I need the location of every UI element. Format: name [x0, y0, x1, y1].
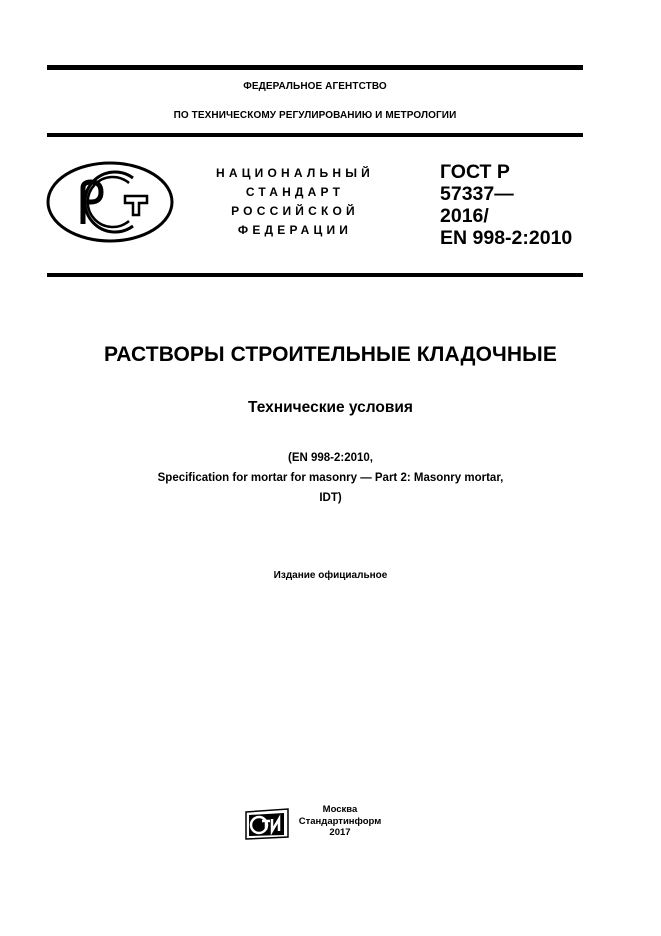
header-divider-rule	[47, 133, 583, 137]
reference-line: Specification for mortar for masonry — Part 2: Masonry mortar,	[157, 472, 504, 484]
national-standard-label	[200, 164, 390, 240]
top-thick-rule	[47, 65, 583, 70]
designation-line: EN 998-2:2010	[440, 227, 573, 249]
agency-name-line-2: ПО ТЕХНИЧЕСКОМУ РЕГУЛИРОВАНИЮ И МЕТРОЛОГИИ	[173, 110, 457, 121]
national-standard-line: РОССИЙСКОЙ	[231, 204, 359, 218]
publisher-city: Москва	[322, 804, 358, 815]
national-standard-line: ФЕДЕРАЦИИ	[237, 223, 353, 237]
publisher-name: Стандартинформ	[298, 815, 382, 827]
reference-line: (EN 998-2:2010,	[287, 452, 374, 464]
international-reference	[0, 448, 661, 508]
publisher-imprint	[295, 804, 385, 839]
standard-designation	[440, 161, 572, 249]
title-block-rule	[47, 273, 583, 277]
designation-line: ГОСТ Р	[440, 161, 510, 183]
gost-r-certification-mark-icon	[45, 160, 175, 246]
document-subtitle: Технические условия	[248, 399, 413, 416]
designation-line: 57337—	[440, 183, 514, 205]
official-edition-label: Издание официальное	[273, 570, 388, 581]
document-title: РАСТВОРЫ СТРОИТЕЛЬНЫЕ КЛАДОЧНЫЕ	[104, 343, 557, 366]
reference-line: IDT)	[319, 492, 342, 504]
national-standard-line: НАЦИОНАЛЬНЫЙ	[215, 166, 375, 180]
agency-name-line-1: ФЕДЕРАЛЬНОЕ АГЕНТСТВО	[243, 81, 387, 92]
designation-line: 2016/	[440, 205, 489, 227]
publication-year: 2017	[329, 827, 351, 838]
standartinform-logo-icon	[244, 808, 290, 840]
national-standard-line: СТАНДАРТ	[245, 185, 345, 199]
